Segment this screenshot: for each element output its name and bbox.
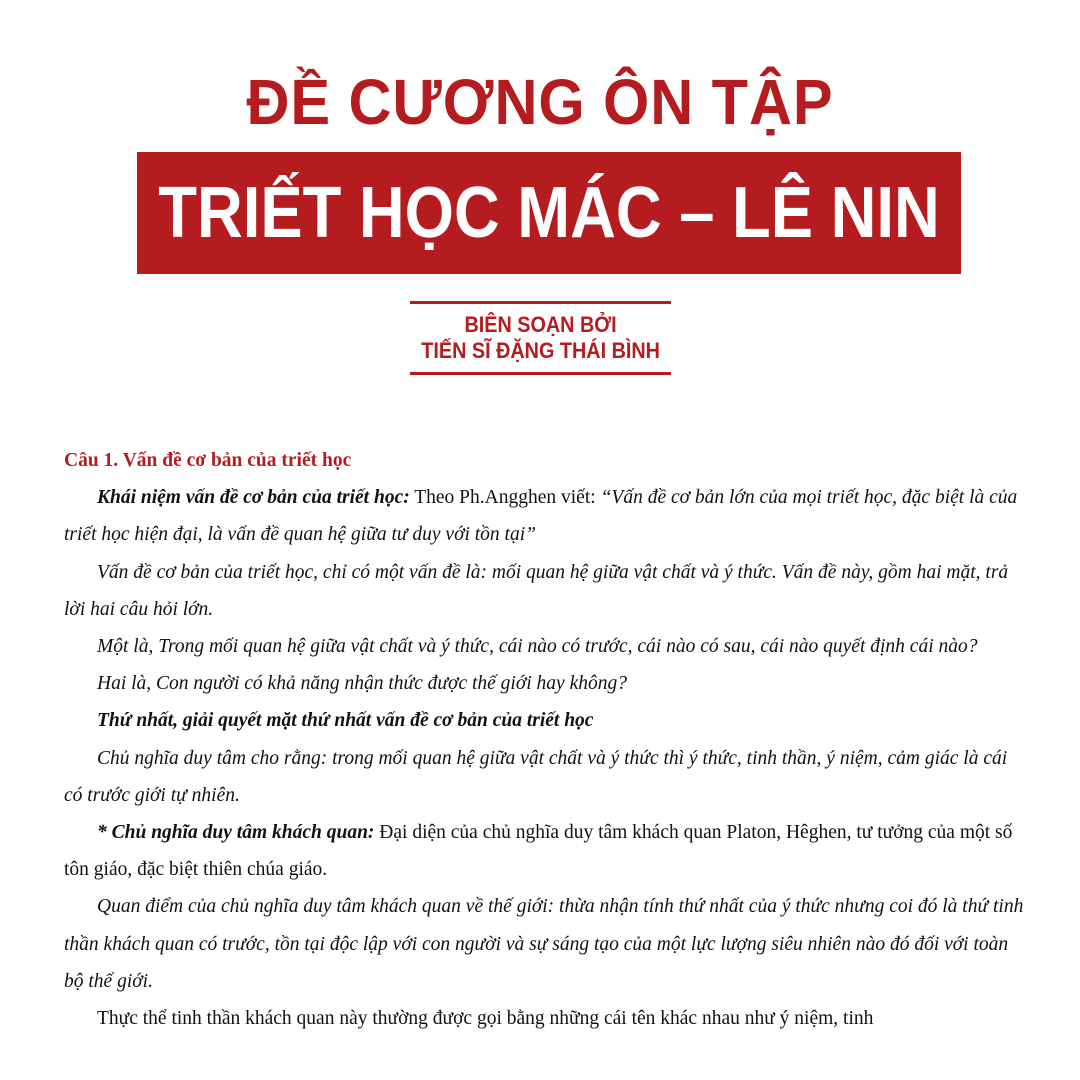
title-banner [0,0,1080,400]
paragraph-objective-idealism-view: Quan điểm của chủ nghĩa duy tâm khách quan về thế giới: thừa nhận tính thứ nhất của ý thức nhưng coi đó là thứ tinh thần khách quan có trước, tồn tại độc lập với con người và sự sáng tạo của một lực lượng siêu nhiên nào đó đối với toàn bộ thế giới. [64,896,1024,992]
subheading-first-aspect: Thứ nhất, giải quyết mặt thứ nhất vấn đề cơ bản của triết học [97,710,594,732]
document-title: TRIẾT HỌC MÁC – LÊ NIN [158,173,940,253]
main-title-band [137,152,961,274]
paragraph-question-two: Hai là, Con người có khả năng nhận thức được thế giới hay không? [97,673,627,695]
objective-idealism-label: * Chủ nghĩa duy tâm khách quan: [97,822,375,844]
definition-label: Khái niệm vấn đề cơ bản của triết học: [97,487,410,509]
paragraph-spiritual-entity: Thực thể tinh thần khách quan này thường được gọi bằng những cái tên khác nhau như ý niệm, tinh [97,1008,874,1030]
paragraph-basic-issue: Vấn đề cơ bản của triết học, chỉ có một vấn đề là: mối quan hệ giữa vật chất và ý thức. Vấn đề này, gồm hai mặt, trả lời hai câu hỏi lớn. [64,561,1009,620]
document-supertitle: ĐỀ CƯƠNG ÔN TẬP [246,66,834,138]
section-heading: Câu 1. Vấn đề cơ bản của triết học [64,450,352,471]
paragraph-objective-idealism [64,814,1024,888]
objective-idealism-text: Đại diện của chủ nghĩa duy tâm khách quan Platon, Hêghen, tư tưởng của một số tôn giáo, đặc biệt thiên chúa giáo. [64,822,1013,881]
paragraph-question-one: Một là, Trong mối quan hệ giữa vật chất và ý thức, cái nào có trước, cái nào có sau, cái nào quyết định cái nào? [97,636,978,658]
author-line-1: BIÊN SOẠN BỞI [464,311,617,337]
author-line-2: TIẾN SĨ ĐẶNG THÁI BÌNH [421,338,660,363]
paragraph-idealism: Chủ nghĩa duy tâm cho rằng: trong mối quan hệ giữa vật chất và ý thức thì ý thức, tinh thần, ý niệm, cảm giác là cái có trước giới tự nhiên. [64,747,1008,806]
document-body [64,442,1024,1037]
author-box [410,301,671,375]
definition-text: Theo Ph.Angghen viết: [409,487,601,509]
paragraph-definition [64,479,1024,553]
engels-quote: “Vấn đề cơ bản lớn của mọi triết học, đặc biệt là của triết học hiện đại, là vấn đề quan hệ giữa tư duy với tồn tại” [64,487,1018,546]
